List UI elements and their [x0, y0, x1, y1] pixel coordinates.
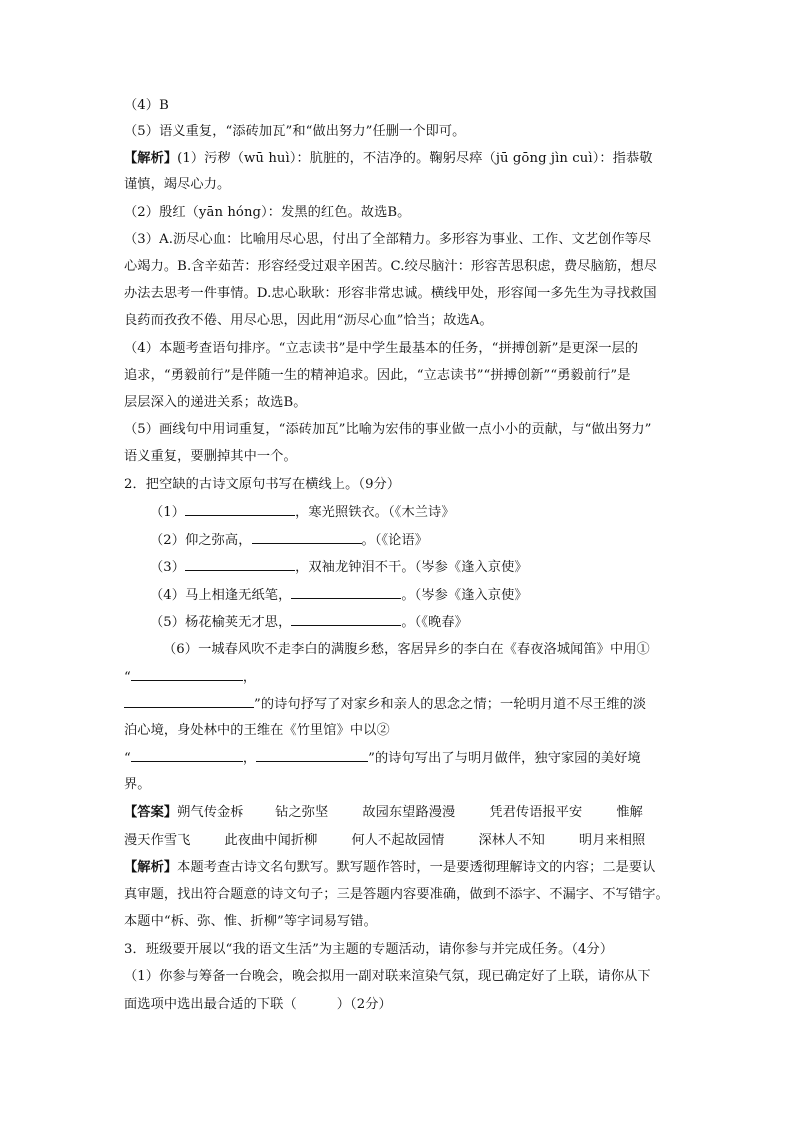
item-text: 。（《晚春》 — [401, 615, 468, 630]
question-2-item-6-blank-1 — [124, 667, 684, 688]
item-text: （2）仰之弥高， — [150, 533, 252, 548]
question-2-title: 2．把空缺的古诗文原句书写在横线上。（9分） — [124, 477, 401, 492]
analysis-line-5: 心竭力。B.含辛茹苦：形容经受过艰辛困苦。C.绞尽脑汁：形容苦思积虑，费尽脑筋，想尽 — [124, 259, 658, 274]
analysis-line-10: 层层深入的递进关系；故选B。 — [124, 395, 307, 410]
quote-open: “ — [124, 751, 131, 766]
explanation-tag: 【解析】 — [124, 860, 178, 875]
answer-item: 钻之弥坚 — [275, 805, 329, 820]
answer-item: 凭君传语报平安 — [489, 805, 583, 820]
answer-tag: 【答案】 — [124, 805, 178, 820]
question-3-part-1-line-2 — [124, 995, 684, 1015]
analysis-line-8: （4）本题考查语句排序。“立志读书”是中学生最基本的任务，“拼搏创新”是更深一层的 — [124, 341, 639, 356]
item-text: ，寒光照铁衣。（《木兰诗》 — [295, 505, 455, 520]
item-text: （4）马上相逢无纸笔， — [150, 588, 292, 603]
question-2-item-3 — [150, 557, 710, 578]
analysis-tag: 【解析】 — [124, 151, 178, 166]
comma: ， — [242, 670, 257, 685]
fill-blank[interactable] — [131, 667, 243, 681]
item-text: 。（《论语》 — [361, 533, 429, 548]
analysis-line-2: 谨慎，竭尽心力。 — [124, 177, 231, 192]
analysis-line-4: （3）A.沥尽心血：比喻用尽心思，付出了全部精力。多形容为事业、工作、文艺创作等尽 — [124, 232, 652, 247]
question-2-item-1 — [150, 502, 710, 523]
answer-item: 漫天作雪飞 — [124, 833, 191, 848]
analysis-line-9: 追求，“勇毅前行”是伴随一生的精神追求。因此，“立志读书”“拼搏创新”“勇毅前行”是 — [124, 368, 631, 383]
analysis-line-7: 良药而孜孜不倦、用尽心思，因此用“沥尽心血”恰当；故选A。 — [124, 313, 493, 328]
comma: ， — [242, 751, 257, 766]
explanation-line-2: 真审题，找出符合题意的诗文句子；三是答题内容要准确，做到不添字、不漏字、不写错字。 — [124, 887, 669, 902]
item-text: 面选项中选出最合适的下联（ — [124, 997, 297, 1012]
answer-item: 深林人不知 — [478, 833, 545, 848]
analysis-line-3: （2）殷红（yān hóng）：发黑的红色。故选B。 — [124, 205, 411, 220]
question-2-item-2 — [150, 530, 710, 551]
item-text: ，双袖龙钟泪不干。（岑参《逢入京使》 — [295, 560, 528, 575]
analysis-text: (1）污秽（wū huì）：肮脏的，不洁净的。鞠躬尽瘁（jū gōng jìn cuì）：指恭敬 — [177, 151, 653, 166]
question-2-item-6-line-4: 泊心境，身处林中的王维在《竹里馆》中以② — [124, 723, 390, 738]
item-text: ）（2分） — [336, 997, 392, 1012]
answer-item: 朔气传金柝 — [177, 805, 244, 820]
answer-item: 故园东望路漫漫 — [362, 805, 456, 820]
analysis-line-6: 办法去思考一件事情。D.忠心耿耿：形容非常忠诚。横线甲处，形容闻一多先生为寻找救国 — [124, 286, 657, 301]
analysis-line-11: （5）画线句中用词重复，“添砖加瓦”比喻为宏伟的事业做一点小小的贡献，与“做出努力” — [124, 422, 652, 437]
fill-blank[interactable] — [252, 530, 362, 544]
fill-blank[interactable] — [185, 557, 295, 571]
item-text: （5）杨花榆荚无才思， — [150, 615, 292, 630]
question-3-title: 3．班级要开展以“我的语文生活”为主题的专题活动，请你参与并完成任务。（4分） — [124, 942, 614, 957]
fill-blank[interactable] — [185, 502, 295, 516]
answer-row-2 — [124, 831, 684, 851]
question-2-item-6-line-6: 界。 — [124, 777, 151, 792]
question-2-item-6: （6）一城春风吹不走李白的满腹乡愁，客居异乡的李白在《春夜洛城闻笛》中用① — [163, 642, 650, 657]
item-text: 。（岑参《逢入京使》 — [401, 588, 528, 603]
question-2-item-5 — [150, 612, 710, 633]
answer-item: 何人不起故园情 — [351, 833, 445, 848]
analysis-line-1 — [124, 149, 684, 169]
fill-blank[interactable] — [291, 612, 401, 626]
question-2-item-6-line-3 — [124, 694, 684, 715]
answer-item: 此夜曲中闻折柳 — [224, 833, 318, 848]
explanation-line-1 — [124, 858, 684, 878]
item-text: ”的诗句抒写了对家乡和亲人的思念之情；一轮明月道不尽王维的淡 — [254, 697, 647, 712]
answer-line-5: （5）语义重复，“添砖加瓦”和“做出努力”任删一个即可。 — [124, 124, 466, 139]
item-label: （3） — [150, 560, 186, 575]
explanation-line-3: 本题中“柝、弥、惟、折柳”等字词易写错。 — [124, 914, 377, 929]
analysis-line-12: 语义重复，要删掉其中一个。 — [124, 449, 297, 464]
question-2-item-6-line-5 — [124, 748, 684, 769]
fill-blank[interactable] — [291, 585, 401, 599]
explanation-text: 本题考查古诗文名句默写。默写题作答时，一是要透彻理解诗文的内容；二是要认 — [177, 860, 656, 875]
item-text: ”的诗句写出了与明月做伴，独守家园的美好境 — [368, 751, 641, 766]
answer-item: 惟解 — [616, 805, 643, 820]
answer-item: 明月来相照 — [578, 833, 646, 848]
answer-row-1 — [124, 803, 684, 823]
question-3-part-1-line-1: （1）你参与筹备一台晚会，晚会拟用一副对联来渲染气氛，现已确定好了上联，请你从下 — [124, 969, 651, 984]
quote-open: “ — [124, 670, 131, 685]
fill-blank[interactable] — [256, 748, 368, 762]
answer-line-4: （4）B — [124, 98, 169, 113]
question-2-item-4 — [150, 585, 710, 606]
fill-blank[interactable] — [131, 748, 243, 762]
item-label: （1） — [150, 505, 186, 520]
fill-blank[interactable] — [124, 694, 254, 708]
